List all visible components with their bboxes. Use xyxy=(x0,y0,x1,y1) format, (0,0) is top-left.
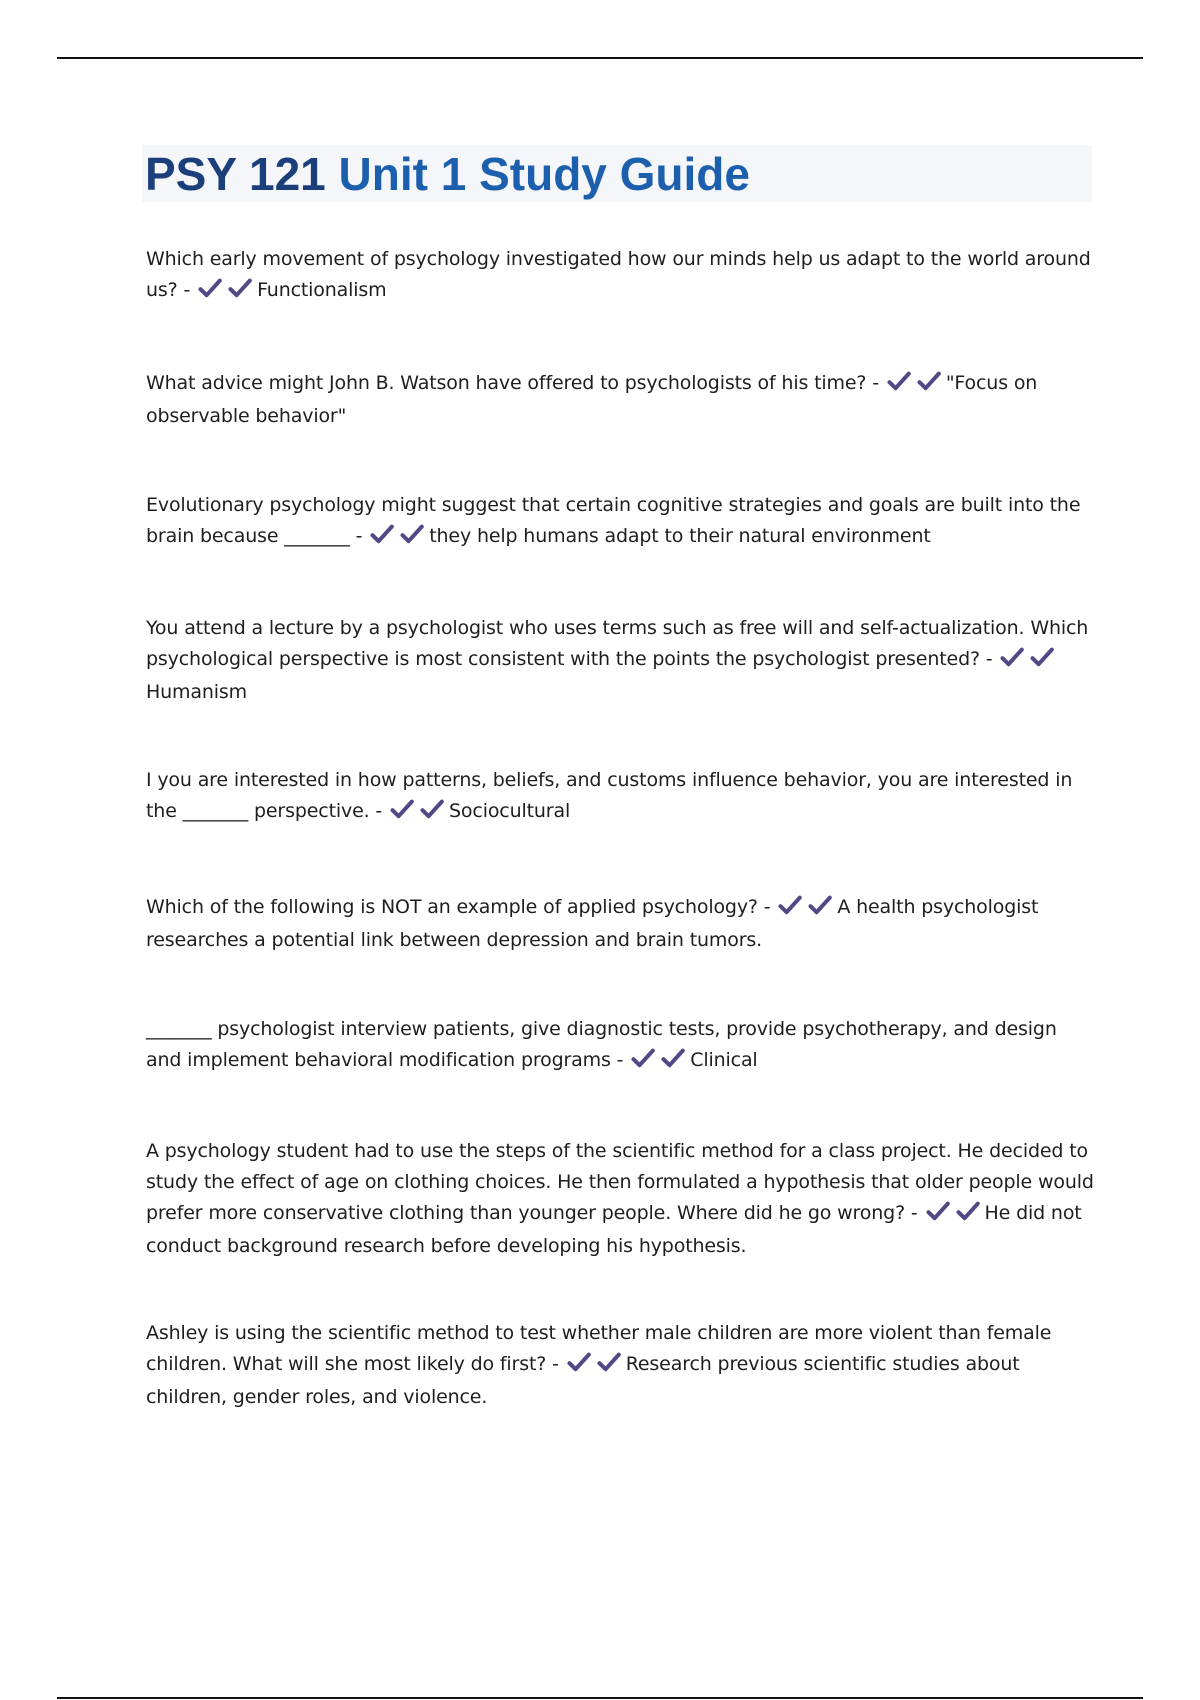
answer-text: Research previous scientific studies about children, gender roles, and violence. xyxy=(146,1353,1020,1408)
checkmark-icon xyxy=(926,1201,950,1221)
qa-item-4 xyxy=(146,613,1096,708)
answer-checkmarks xyxy=(887,370,943,401)
answer-checkmarks xyxy=(370,523,426,554)
question-text: A psychology student had to use the steps of the scientific method for a class project. He decided to study the effect of age on clothing choices. He then formulated a hypothesis that older people would prefer more conservative clothing than younger people. Where did he go wrong? - xyxy=(146,1140,1094,1224)
course-code: PSY 121 xyxy=(145,148,326,200)
answer-checkmarks xyxy=(567,1351,623,1382)
question-text: Which early movement of psychology investigated how our minds help us adapt to the world around us? - xyxy=(146,248,1091,301)
qa-item-9 xyxy=(146,1318,1096,1413)
question-text: You attend a lecture by a psychologist who uses terms such as free will and self-actualization. Which psychological perspective is most consistent with the points the psychologist presented? - xyxy=(146,617,1089,670)
bottom-divider xyxy=(57,1697,1143,1699)
checkmark-icon xyxy=(400,524,424,544)
answer-text: Clinical xyxy=(690,1049,758,1071)
qa-item-6 xyxy=(146,892,1096,956)
checkmark-icon xyxy=(420,799,444,819)
qa-item-8 xyxy=(146,1136,1096,1262)
answer-checkmarks xyxy=(778,894,834,925)
checkmark-icon xyxy=(228,278,252,298)
checkmark-icon xyxy=(631,1048,655,1068)
question-text: What advice might John B. Watson have offered to psychologists of his time? - xyxy=(146,372,879,394)
checkmark-icon xyxy=(661,1048,685,1068)
qa-item-1 xyxy=(146,244,1096,308)
checkmark-icon xyxy=(1030,647,1054,667)
checkmark-icon xyxy=(597,1352,621,1372)
checkmark-icon xyxy=(956,1201,980,1221)
answer-checkmarks xyxy=(198,277,254,308)
checkmark-icon xyxy=(198,278,222,298)
answer-checkmarks xyxy=(631,1047,687,1078)
checkmark-icon xyxy=(887,371,911,391)
qa-item-3 xyxy=(146,490,1096,554)
guide-name: Unit 1 Study Guide xyxy=(338,148,750,200)
checkmark-icon xyxy=(917,371,941,391)
checkmark-icon xyxy=(778,895,802,915)
question-text: I you are interested in how patterns, beliefs, and customs influence behavior, you are interested in the _______ perspective. - xyxy=(146,769,1073,822)
answer-text: Functionalism xyxy=(257,279,387,301)
question-text: Which of the following is NOT an example of applied psychology? - xyxy=(146,896,771,918)
answer-checkmarks xyxy=(1000,646,1056,677)
answer-text: Sociocultural xyxy=(449,800,571,822)
answer-text: they help humans adapt to their natural environment xyxy=(429,525,931,547)
question-text: Evolutionary psychology might suggest that certain cognitive strategies and goals are built into the brain because _______ - xyxy=(146,494,1081,547)
answer-text: He did not conduct background research before developing his hypothesis. xyxy=(146,1202,1082,1257)
answer-checkmarks xyxy=(926,1200,982,1231)
question-text: Ashley is using the scientific method to test whether male children are more violent than female children. What will she most likely do first? - xyxy=(146,1322,1052,1375)
answer-text: "Focus on observable behavior" xyxy=(146,372,1038,427)
qa-item-2 xyxy=(146,368,1096,432)
checkmark-icon xyxy=(390,799,414,819)
answer-text: A health psychologist researches a potential link between depression and brain tumors. xyxy=(146,896,1039,951)
qa-item-7 xyxy=(146,1014,1096,1078)
qa-item-5 xyxy=(146,765,1096,829)
checkmark-icon xyxy=(567,1352,591,1372)
answer-text: Humanism xyxy=(146,681,248,703)
checkmark-icon xyxy=(1000,647,1024,667)
question-text: _______ psychologist interview patients, give diagnostic tests, provide psychotherapy, and design and implement behavioral modification programs - xyxy=(146,1018,1057,1071)
checkmark-icon xyxy=(370,524,394,544)
top-divider xyxy=(57,57,1143,59)
page-title xyxy=(145,148,750,200)
checkmark-icon xyxy=(808,895,832,915)
answer-checkmarks xyxy=(390,798,446,829)
